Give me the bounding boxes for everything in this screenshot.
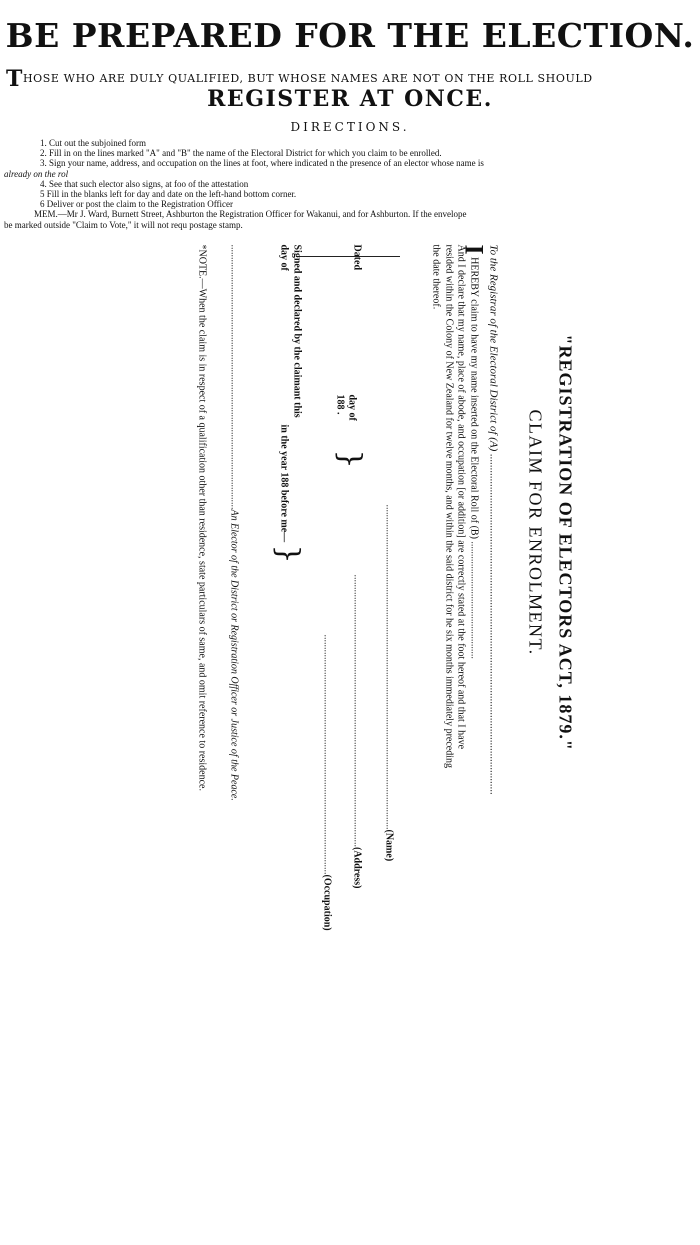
address-label: (Address) — [351, 847, 363, 889]
headline: BE PREPARED FOR THE ELECTION. — [5, 16, 695, 55]
claim-line-3: resided within the Colony of New Zealand for twelve months, and within the said district for he six months immediately preceding — [443, 244, 455, 768]
claim-initial: I — [459, 244, 489, 255]
claim-form — [123, 245, 578, 1245]
direction-item: 6 Deliver or post the claim to the Registration Officer — [40, 199, 234, 210]
direction-item: 5 Fill in the blanks left for day and date on the left-hand bottom corner. — [40, 189, 297, 200]
name-line: ..................................................................................................................................(Name) — [383, 504, 395, 862]
act-title: "REGISTRATION OF ELECTORS ACT, 1879." — [555, 334, 576, 751]
direction-item: already on the rol — [4, 168, 69, 179]
direction-item: 3. Sign your name, address, and occupation on the lines at foot, where indicated n the presence of an elector whose name is — [40, 158, 484, 169]
signed-declared-line: Signed and declared by the claimant this — [291, 244, 303, 418]
day-of-label: day of — [346, 394, 358, 421]
name-label: (Name) — [383, 829, 395, 862]
address-line: .............................................................................................................(Address) — [351, 574, 363, 889]
occupation-line: ................................................................................................(Occupation) — [321, 634, 333, 931]
to-registrar-line: To the Registrar of the Electoral District of (A) ............................................................................................................................ — [487, 244, 500, 795]
intro-text: HOSE WHO ARE DULY QUALIFIED, BUT WHOSE NAMES ARE NOT ON THE ROLL SHOULD — [22, 72, 593, 85]
intro-dropcap: T — [6, 66, 23, 92]
claim-title: CLAIM FOR ENROLMENT. — [525, 409, 546, 656]
register-heading: REGISTER AT ONCE. — [207, 86, 493, 112]
direction-item: 1. Cut out the subjoined form — [40, 138, 146, 148]
dated-label: Dated — [351, 244, 363, 271]
brace-dated: } — [332, 449, 368, 469]
year-188-label: 188 . — [334, 394, 346, 415]
day-of-label-2: day of — [278, 244, 290, 271]
elector-label: An Elector of the District or Registration Officer or Justice of the Peace. — [228, 509, 240, 801]
footnote: *NOTE.—When the claim is in respect of a qualification other than residence, state particulars of same, and omit reference to residence. — [196, 244, 208, 791]
claim-line-1: HEREBY claim to have my name inserted on the Electoral Roll of (B) — [468, 257, 480, 539]
occupation-label: (Occupation) — [321, 874, 333, 931]
elector-line: ..........................................................................................................An Elector of the District or Registration Officer or Justice of the Peace. — [228, 244, 240, 801]
claim-body: I HEREBY claim to have my name inserted on the Electoral Roll of (B) ............................................... And I declare that my name, place of abode, and occupation [or addition] are correctly stated at the foot hereof and that I have resided within the Colony of New Zealand for twelve months, and within the said district for he six months immediately preceding the date thereof. — [431, 244, 489, 768]
to-registrar-text: To the Registrar of the Electoral District of (A) — [487, 244, 500, 452]
direction-item: be marked outside "Claim to Vote," it will not requ postage stamp. — [4, 219, 243, 230]
brace-signed: } — [270, 544, 306, 564]
direction-item: 2. Fill in on the lines marked "A" and "B" the name of the Electoral District for which you claim to be enrolled. — [40, 148, 442, 159]
claim-line-4: the date thereof. — [431, 244, 442, 310]
claim-line-2: And I declare that my name, place of abode, and occupation [or addition] are correctly stated at the foot hereof and that I have — [456, 244, 467, 750]
in-year-label: in the year 188 before me— — [278, 424, 290, 543]
direction-item: 4. See that such elector also signs, at foo of the attestation — [40, 178, 249, 189]
direction-item: MEM.—Mr J. Ward, Burnett Street, Ashburton the Registration Officer for Wakanui, and for Ashburton. If the envelope — [34, 209, 467, 220]
directions-list — [4, 138, 700, 230]
directions-title: DIRECTIONS. — [290, 120, 410, 134]
